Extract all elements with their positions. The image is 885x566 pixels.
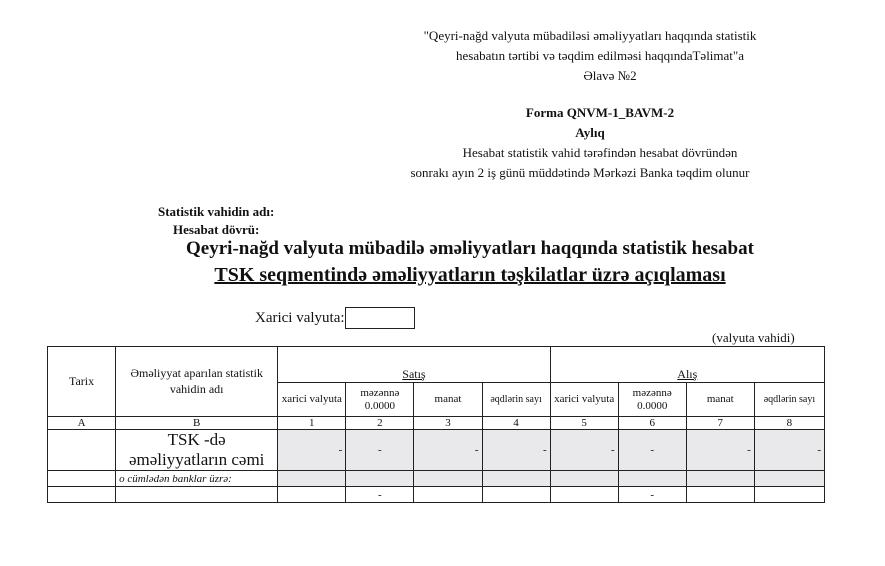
data-row [48,487,825,503]
total-cell[interactable]: - [278,430,346,471]
report-title: Qeyri-nağd valyuta mübadilə əməliyyatları haqqında statistik hesabat [186,238,754,259]
total-row-label: TSK -də əməliyyatların cəmi [116,430,278,471]
index-cell: 4 [482,417,550,430]
purchase-col-manat: manat [686,383,754,417]
banks-row [48,471,825,487]
sale-col-foreign: xarici valyuta [278,383,346,417]
col-group-purchase [550,347,824,383]
index-cell: 8 [754,417,824,430]
index-cell: 2 [346,417,414,430]
purchase-col-rate: məzənnə 0.0000 [618,383,686,417]
data-cell[interactable] [686,487,754,503]
currency-label: Xarici valyuta: [255,310,345,326]
col-header-date: Tarix [48,347,116,417]
data-cell[interactable] [482,487,550,503]
banks-cell[interactable] [754,471,824,487]
index-cell: A [48,417,116,430]
index-cell: B [116,417,278,430]
banks-cell[interactable] [278,471,346,487]
data-cell[interactable] [550,487,618,503]
sale-col-deals: əqdlərin sayı [482,383,550,417]
data-cell[interactable] [116,487,278,503]
submission-note-line1: Hesabat statistik vahid tərəfindən hesabat dövründən [462,145,738,160]
banks-date-cell[interactable] [48,471,116,487]
report-subtitle: TSK seqmentində əməliyyatların təşkilatlar üzrə açıqlaması [214,264,726,286]
total-cell[interactable]: - [550,430,618,471]
total-cell[interactable]: - [686,430,754,471]
banks-cell[interactable] [550,471,618,487]
purchase-label: Alış [677,367,698,381]
period-type: Aylıq [575,125,605,140]
banks-cell[interactable] [346,471,414,487]
data-cell[interactable] [48,487,116,503]
data-cell[interactable]: - [618,487,686,503]
report-period-label: Hesabat dövrü: [173,222,260,237]
data-cell[interactable] [414,487,482,503]
total-row [48,430,825,471]
banks-cell[interactable] [482,471,550,487]
data-cell[interactable]: - [346,487,414,503]
report-table [47,346,825,503]
index-cell: 7 [686,417,754,430]
total-cell[interactable]: - [346,430,414,471]
banks-row-label: o cümlədən banklar üzrə: [116,471,278,487]
regulation-title-line2: hesabatın tərtibi və təqdim edilməsi haqqındaTəlimat"a [456,48,744,63]
sale-col-rate: məzənnə 0.0000 [346,383,414,417]
banks-cell[interactable] [686,471,754,487]
index-row [48,417,825,430]
purchase-col-deals: əqdlərin sayı [754,383,824,417]
index-cell: 5 [550,417,618,430]
currency-input[interactable] [345,307,415,329]
total-cell[interactable]: - [618,430,686,471]
banks-cell[interactable] [618,471,686,487]
index-cell: 3 [414,417,482,430]
total-cell[interactable]: - [482,430,550,471]
total-cell[interactable]: - [414,430,482,471]
submission-note-line2: sonrakı ayın 2 iş günü müddətində Mərkəzi Banka təqdim olunur [410,165,750,180]
sale-label: Satış [402,367,426,381]
col-header-entity: Əməliyyat aparılan statistik vahidin adı [116,347,278,417]
data-cell[interactable] [754,487,824,503]
data-cell[interactable] [278,487,346,503]
index-cell: 6 [618,417,686,430]
banks-cell[interactable] [414,471,482,487]
total-date-cell[interactable] [48,430,116,471]
index-cell: 1 [278,417,346,430]
regulation-title-line1: "Qeyri-nağd valyuta mübadiləsi əməliyyatları haqqında statistik [423,28,757,43]
purchase-col-foreign: xarici valyuta [550,383,618,417]
sale-col-manat: manat [414,383,482,417]
total-cell[interactable]: - [754,430,824,471]
form-code: Forma QNVM-1_BAVM-2 [525,105,675,120]
unit-note: (valyuta vahidi) [712,330,795,345]
col-group-sale [278,347,550,383]
entity-name-label: Statistik vahidin adı: [158,204,275,219]
appendix-label: Əlavə №2 [583,68,637,83]
